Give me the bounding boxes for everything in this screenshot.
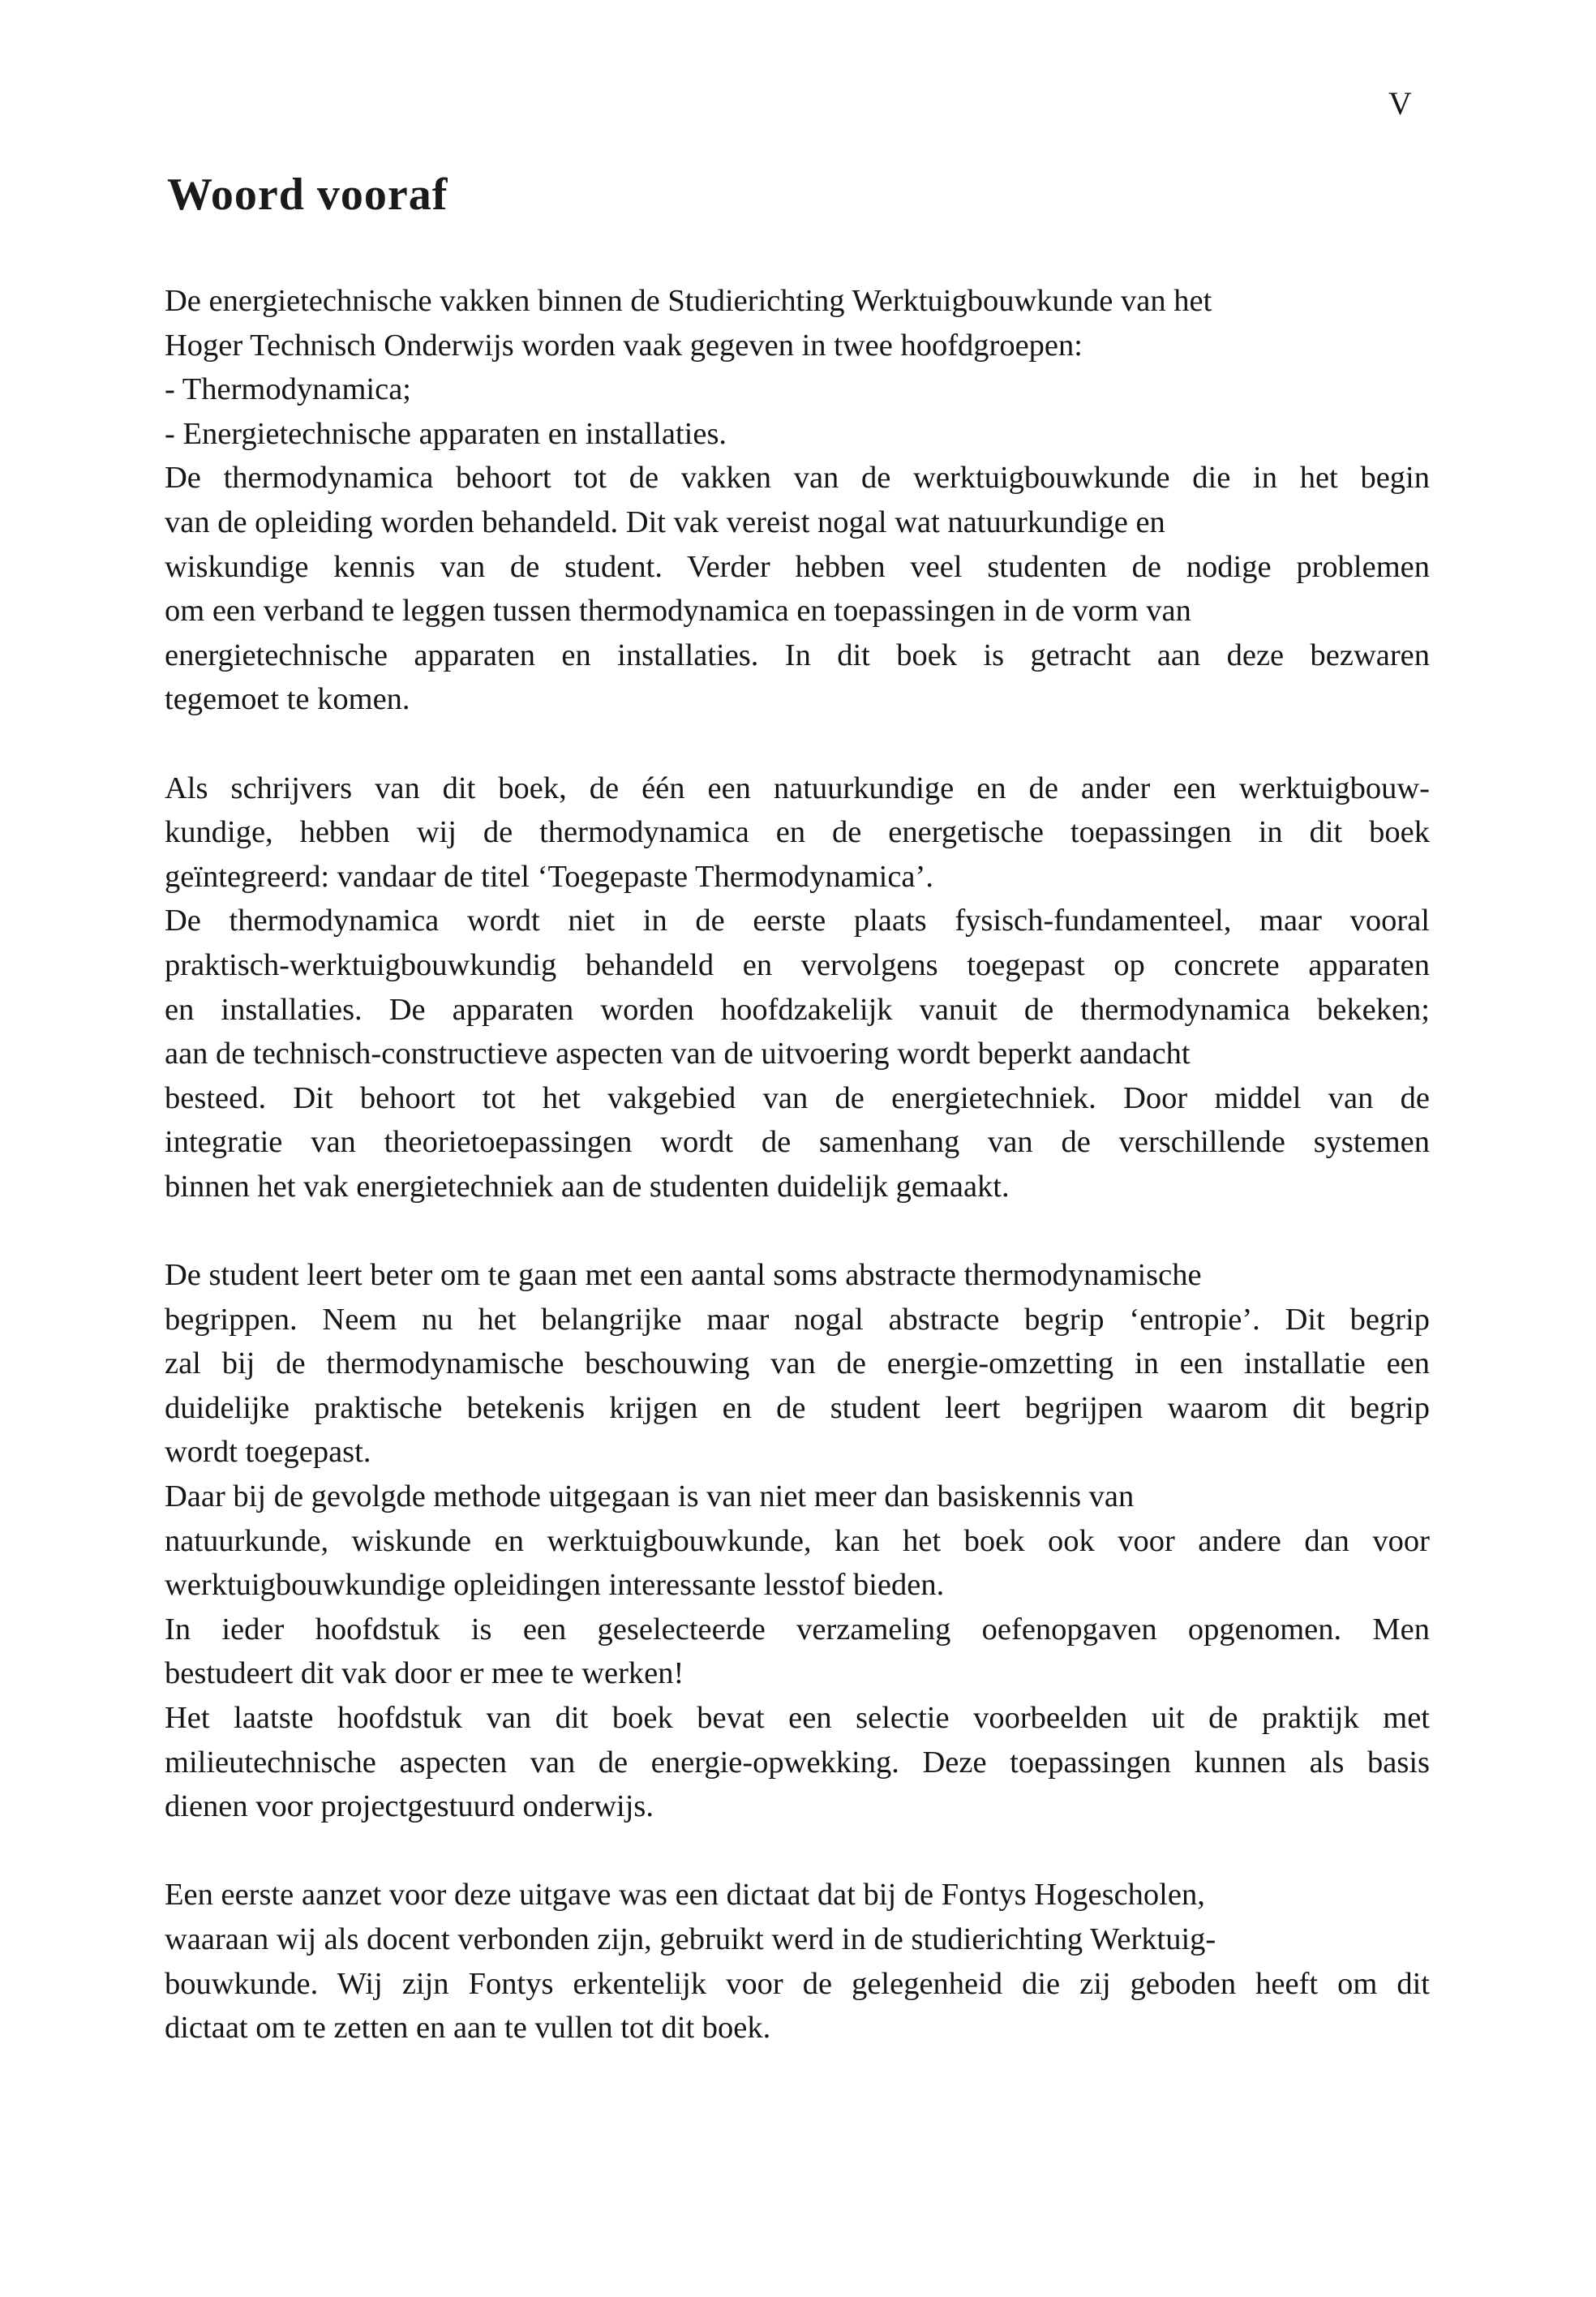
- preface-paragraph-2: [165, 766, 1430, 1209]
- text-line: kundige, hebben wij de thermodynamica en de energetische toepassingen in dit boek: [165, 815, 1430, 850]
- text-line: bouwkunde. Wij zijn Fontys erkentelijk voor de gelegenheid die zij geboden heeft om dit: [165, 1966, 1430, 2001]
- text-line: De energietechnische vakken binnen de Studierichting Werktuigbouwkunde van het: [165, 284, 1212, 318]
- text-line: werktuigbouwkundige opleidingen interessante lesstof bieden.: [165, 1568, 945, 1603]
- page-number: V: [1388, 85, 1412, 122]
- text-line: tegemoet te komen.: [165, 682, 410, 717]
- text-line: geïntegreerd: vandaar de titel ‘Toegepaste Thermodynamica’.: [165, 859, 933, 894]
- page-title: Woord vooraf: [167, 170, 448, 220]
- text-line: en installaties. De apparaten worden hoofdzakelijk vanuit de thermodynamica bekeken;: [165, 992, 1430, 1027]
- text-line: duidelijke praktische betekenis krijgen en de student leert begrijpen waarom dit begrip: [165, 1390, 1430, 1425]
- text-line: Hoger Technisch Onderwijs worden vaak gegeven in twee hoofdgroepen:: [165, 328, 1083, 363]
- text-line: bestudeert dit vak door er mee te werken!: [165, 1656, 684, 1691]
- text-line: aan de technisch-constructieve aspecten van de uitvoering wordt beperkt aandacht: [165, 1037, 1191, 1071]
- text-line: Daar bij de gevolgde methode uitgegaan is van niet meer dan basiskennis van: [165, 1479, 1135, 1514]
- text-line: dictaat om te zetten en aan te vullen tot dit boek.: [165, 2011, 771, 2046]
- text-line: In ieder hoofdstuk is een geselecteerde verzameling oefenopgaven opgenomen. Men: [165, 1612, 1430, 1647]
- text-line: - Energietechnische apparaten en installaties.: [165, 416, 727, 451]
- text-line: dienen voor projectgestuurd onderwijs.: [165, 1789, 654, 1824]
- text-line: integratie van theorietoepassingen wordt de samenhang van de verschillende systemen: [165, 1125, 1430, 1160]
- text-line: De thermodynamica behoort tot de vakken van de werktuigbouwkunde die in het begin: [165, 461, 1430, 496]
- text-line: natuurkunde, wiskunde en werktuigbouwkunde, kan het boek ook voor andere dan voor: [165, 1523, 1430, 1558]
- text-line: binnen het vak energietechniek aan de studenten duidelijk gemaakt.: [165, 1169, 1010, 1204]
- text-line: Als schrijvers van dit boek, de één een natuurkundige en de ander een werktuigbouw-: [165, 771, 1430, 805]
- text-line: Het laatste hoofdstuk van dit boek bevat een selectie voorbeelden uit de praktijk met: [165, 1701, 1430, 1735]
- text-line: praktisch-werktuigbouwkundig behandeld en vervolgens toegepast op concrete apparaten: [165, 947, 1430, 982]
- text-line: wordt toegepast.: [165, 1435, 371, 1470]
- preface-paragraph-1: [165, 279, 1430, 722]
- text-line: om een verband te leggen tussen thermodynamica en toepassingen in de vorm van: [165, 594, 1191, 629]
- text-line: waaraan wij als docent verbonden zijn, gebruikt werd in de studierichting Werktuig-: [165, 1921, 1216, 1956]
- text-line: wiskundige kennis van de student. Verder hebben veel studenten de nodige problemen: [165, 549, 1430, 584]
- preface-paragraph-3: [165, 1253, 1430, 1829]
- text-line: besteed. Dit behoort tot het vakgebied van de energietechniek. Door middel van de: [165, 1080, 1430, 1115]
- preface-body: [165, 279, 1430, 2050]
- text-line: - Thermodynamica;: [165, 372, 411, 407]
- preface-paragraph-4: [165, 1873, 1430, 2050]
- text-line: milieutechnische aspecten van de energie-opwekking. Deze toepassingen kunnen als basis: [165, 1745, 1430, 1780]
- text-line: energietechnische apparaten en installaties. In dit boek is getracht aan deze bezwaren: [165, 638, 1430, 672]
- text-line: De student leert beter om te gaan met een aantal soms abstracte thermodynamische: [165, 1258, 1202, 1293]
- text-line: De thermodynamica wordt niet in de eerste plaats fysisch-fundamenteel, maar vooral: [165, 904, 1430, 938]
- text-line: van de opleiding worden behandeld. Dit vak vereist nogal wat natuurkundige en: [165, 504, 1165, 539]
- text-line: zal bij de thermodynamische beschouwing van de energie-omzetting in een installatie een: [165, 1346, 1430, 1381]
- text-line: begrippen. Neem nu het belangrijke maar nogal abstracte begrip ‘entropie’. Dit begrip: [165, 1302, 1430, 1337]
- text-line: Een eerste aanzet voor deze uitgave was een dictaat dat bij de Fontys Hogescholen,: [165, 1878, 1205, 1913]
